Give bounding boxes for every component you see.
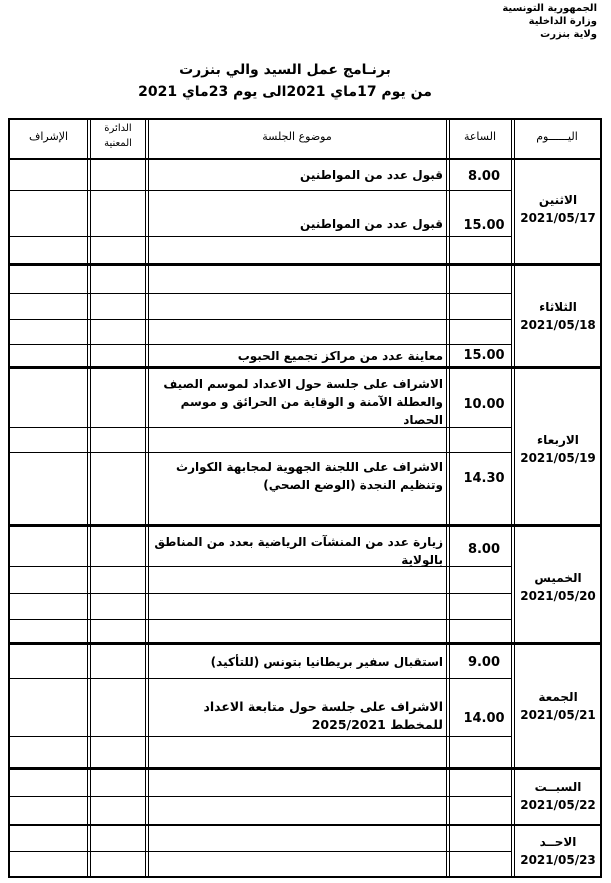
entry-time: 8.00 xyxy=(467,169,501,184)
header-governorate: ولاية بنزرت xyxy=(540,29,597,40)
col-dept-header: الدائرة المعنية xyxy=(104,123,132,149)
entry-subject: زيارة عدد من المنشآت الرياضية بعدد من المناطق بالولاية xyxy=(154,535,443,567)
entry-time: 15.00 xyxy=(463,348,505,363)
header-ministry: وزارة الداخلية xyxy=(528,16,597,27)
day-cell xyxy=(514,778,602,814)
day-date: 2021/05/20 xyxy=(520,589,596,603)
day-cell xyxy=(514,191,602,227)
entry-subject: الاشراف على جلسة حول متابعة الاعداد للمخطط 2025/2021 xyxy=(203,699,443,732)
entry-time: 14.00 xyxy=(463,711,505,726)
entry-subject: معاينة عدد من مراكز تجميع الحبوب xyxy=(237,349,443,363)
schedule-table xyxy=(8,118,602,878)
day-date: 2021/05/23 xyxy=(520,853,596,867)
day-date: 2021/05/17 xyxy=(520,211,596,225)
entry-subject: استقبال سفير بريطانيا بتونس (للتأكيد) xyxy=(210,655,443,669)
entry-time: 8.00 xyxy=(467,542,501,557)
col-supervision-header: الإشراف xyxy=(28,130,69,143)
program-title: برنـامج عمل السيد والي بنزرت xyxy=(179,62,391,78)
day-date: 2021/05/21 xyxy=(520,708,596,722)
header-country: الجمهورية التونسية xyxy=(502,3,597,14)
day-cell xyxy=(514,298,602,334)
col-subject-header: موضوع الجلسة xyxy=(262,130,332,143)
day-name: الثلاثاء xyxy=(539,300,577,314)
day-name: الخميس xyxy=(534,571,582,585)
col-day-header: اليــــــوم xyxy=(536,130,578,143)
entry-subject: قبول عدد من المواطنين xyxy=(300,217,443,231)
entry-time: 10.00 xyxy=(463,397,505,412)
entry-subject: قبول عدد من المواطنين xyxy=(300,168,443,182)
entry-subject: الاشراف على جلسة حول الاعداد لموسم الصيف والعطلة الآمنة و الوقاية من الحرائق و موسم الحصاد xyxy=(163,377,443,427)
day-date: 2021/05/18 xyxy=(520,318,596,332)
day-name: الاحــد xyxy=(539,835,577,849)
day-cell xyxy=(514,569,602,605)
day-cell xyxy=(514,431,602,467)
entry-time: 15.00 xyxy=(463,218,505,233)
day-name: الاثنين xyxy=(538,193,578,207)
day-cell xyxy=(514,688,602,724)
col-time-header: الساعة xyxy=(463,130,497,143)
entry-subject: الاشراف على اللجنة الجهوية لمجابهة الكوارث وتنظيم النجدة (الوضع الصحي) xyxy=(176,460,443,492)
day-name: الجمعة xyxy=(538,690,578,704)
republic-header xyxy=(487,2,597,41)
day-name: الاربعاء xyxy=(537,433,579,447)
program-period: من يوم 17ماي 2021الى يوم 23ماي 2021 xyxy=(138,84,432,100)
entry-time: 9.00 xyxy=(467,655,501,670)
entry-time: 14.30 xyxy=(463,471,505,486)
day-date: 2021/05/22 xyxy=(520,798,596,812)
day-date: 2021/05/19 xyxy=(520,451,596,465)
day-name: السبــت xyxy=(534,780,582,794)
day-cell xyxy=(514,833,602,869)
